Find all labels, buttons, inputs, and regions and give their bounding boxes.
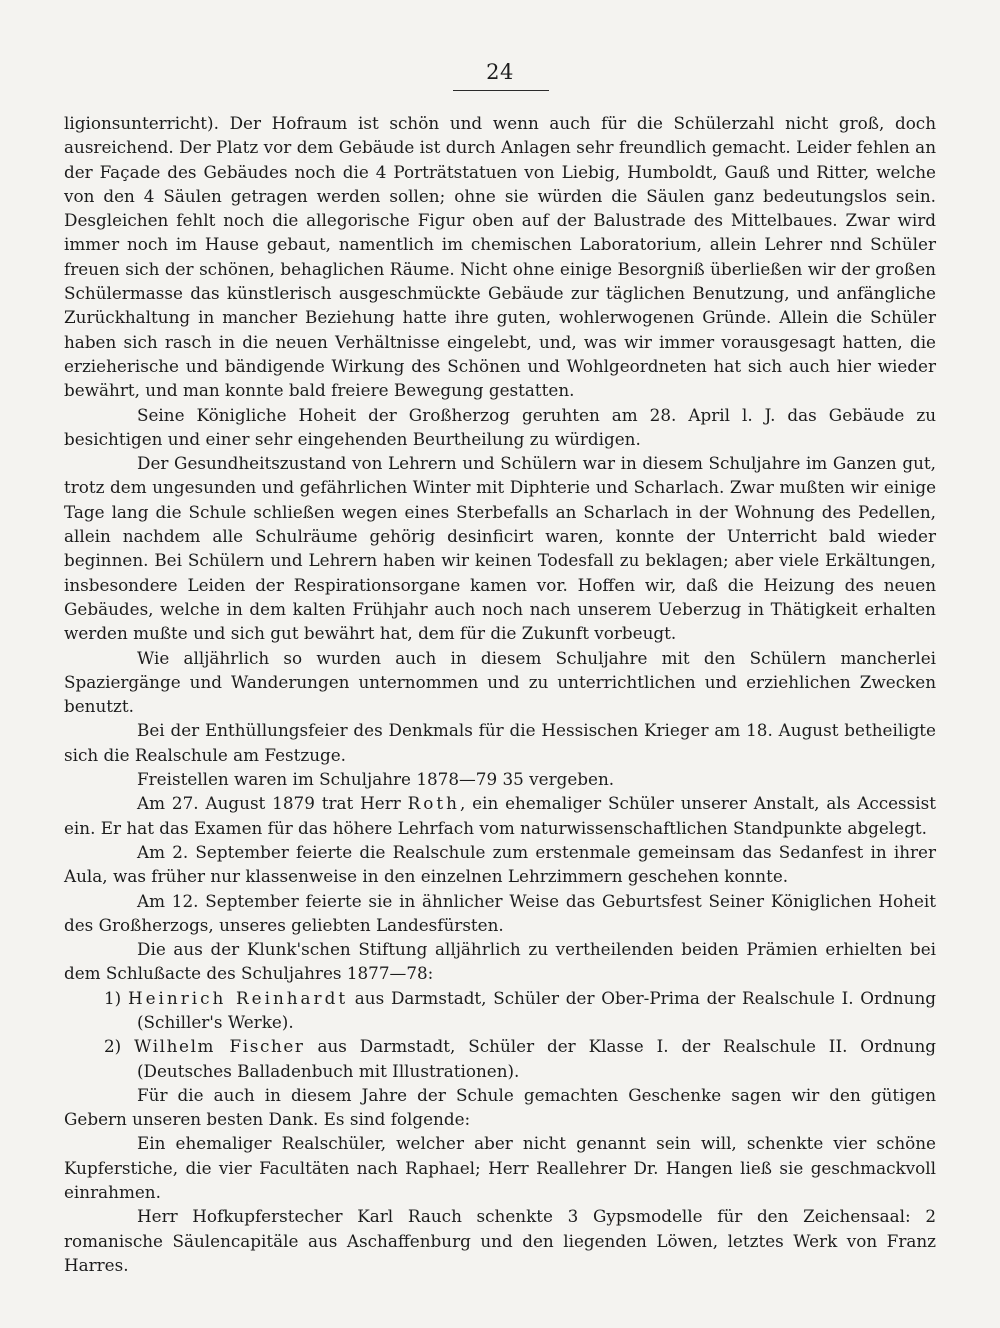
paragraph-monument-ceremony: Bei der Enthüllungsfeier des Denkmals für die Hessischen Krieger am 18. August betheiligte sich die Realschule am Festzuge. — [64, 720, 936, 765]
prize-number: 2) — [104, 1036, 122, 1057]
prize-number: 1) — [104, 987, 122, 1008]
prize-item — [64, 986, 936, 1035]
accessist-name: Roth — [407, 793, 460, 814]
paragraph-prizes: Die aus der Klunk'schen Stiftung alljährlich zu vertheilenden beiden Prämien erhielten bei dem Schlußacte des Schuljahres 1877—78: — [64, 939, 936, 984]
paragraph-excursions: Wie alljährlich so wurden auch in diesem Schuljahre mit den Schülern mancherlei Spaziergänge und Wanderungen unternommen und zu unterrichtlichen und erziehlichen Zwecken benutzt. — [64, 647, 936, 717]
paragraph-grand-duke-visit: Seine Königliche Hoheit der Großherzog geruhten am 28. April l. J. das Gebäude zu besichtigen und einer sehr eingehenden Beurtheilung zu würdigen. — [64, 404, 936, 449]
prize-item — [64, 1034, 936, 1083]
prize-description: aus Darmstadt, Schüler der Klasse I. der Realschule II. Ordnung (Deutsches Balladenbuch mit Illustrationen). — [137, 1036, 936, 1081]
body-text — [64, 111, 936, 1277]
paragraph-school-building: ligionsunterricht). Der Hofraum ist schön und wenn auch für die Schülerzahl nicht groß, doch ausreichend. Der Platz vor dem Gebäude ist durch Anlagen sehr freundlich gemacht. Leider fehlen an der Façade des Gebäudes noch die 4 Porträtstatuen von Liebig, Humboldt, Gauß und Ritter, welche von den 4 Säulen getragen werden sollen; ohne sie würden die Säulen ganz bedeutungslos sein. Desgleichen fehlt noch die allegorische Figur oben auf der Balustrade des Mittelbaues. Zwar wird immer noch im Hause gebaut, namentlich im chemischen Laboratorium, allein Lehrer nnd Schüler freuen sich der schönen, behaglichen Räume. Nicht ohne einige Besorgniß überließen wir der großen Schülermasse das künstlerisch ausgeschmückte Gebäude zur täglichen Benutzung, und anfängliche Zurückhaltung in mancher Beziehung hatte ihre guten, wohlerwogenen Gründe. Allein die Schüler haben sich rasch in die neuen Verhältnisse eingelebt, und, was wir immer vorausgesagt hatten, die erzieherische und bändigende Wirkung des Schönen und Wohlgeordneten hat sich auch hier wieder bewährt, und man konnte bald freiere Bewegung gestatten. — [64, 113, 936, 401]
paragraph-birthday-festival: Am 12. September feierte sie in ähnlicher Weise das Geburtsfest Seiner Königlichen Hoheit des Großherzogs, unseres geliebten Landesfürsten. — [64, 890, 936, 935]
prize-recipient-name: Wilhelm Fischer — [134, 1036, 305, 1057]
page-number: 24 — [486, 60, 514, 84]
paragraph-sedan-festival: Am 2. September feierte die Realschule zum erstenmale gemeinsam das Sedanfest in ihrer Aula, was früher nur klassenweise in den einzelnen Lehrzimmern geschehen konnte. — [64, 841, 936, 887]
paragraph-health: Der Gesundheitszustand von Lehrern und Schülern war in diesem Schuljahre im Ganzen gut, trotz dem ungesunden und gefährlichen Winter mit Diphterie und Scharlach. Zwar mußten wir einige Tage lang die Schule schließen wegen eines Sterbefalls an Scharlach in der Wohnung des Pedellen, allein nachdem alle Schulräume gehörig desinficirt waren, konnte der Unterricht bald wieder beginnen. Bei Schülern und Lehrern haben wir keinen Todesfall zu beklagen; aber viele Erkältungen, insbesondere Leiden der Respirationsorgane kamen vor. Hoffen wir, daß die Heizung des neuen Gebäudes, welche in dem kalten Frühjahr auch noch nach unserem Ueberzug in Thätigkeit erhalten werden mußte und sich gut bewährt hat, dem für die Zukunft vorbeugt. — [64, 453, 936, 644]
prize-recipient-name: Heinrich Reinhardt — [127, 987, 349, 1008]
prize-description: aus Darmstadt, Schüler der Ober-Prima der Realschule I. Ordnung (Schiller's Werke). — [137, 987, 936, 1032]
accessist-text-after: , ein ehemaliger Schüler unserer Anstalt, als Accessist ein. Er hat das Examen für das höhere Lehrfach vom naturwissenschaftlichen Standpunkte abgelegt. — [64, 793, 936, 838]
page-number-rule — [453, 90, 549, 91]
paragraph-donations-thanks: Für die auch in diesem Jahre der Schule gemachten Geschenke sagen wir den gütigen Gebern unseren besten Dank. Es sind folgende: — [64, 1084, 936, 1130]
paragraph-donation-engravings: Ein ehemaliger Realschüler, welcher aber nicht genannt sein will, schenkte vier schöne Kupferstiche, die vier Facultäten nach Raphael; Herr Reallehrer Dr. Hangen ließ sie geschmackvoll einrahmen. — [64, 1133, 936, 1203]
paragraph-accessist — [64, 791, 936, 840]
accessist-text-before: Am 27. August 1879 trat Herr — [137, 793, 408, 814]
paragraph-free-places: Freistellen waren im Schuljahre 1878—79 35 vergeben. — [137, 769, 615, 790]
paragraph-donation-plaster-models: Herr Hofkupferstecher Karl Rauch schenkte 3 Gypsmodelle für den Zeichensaal: 2 romanische Säulencapitäle aus Aschaffenburg und den liegenden Löwen, letztes Werk von Franz Harres. — [64, 1206, 936, 1275]
